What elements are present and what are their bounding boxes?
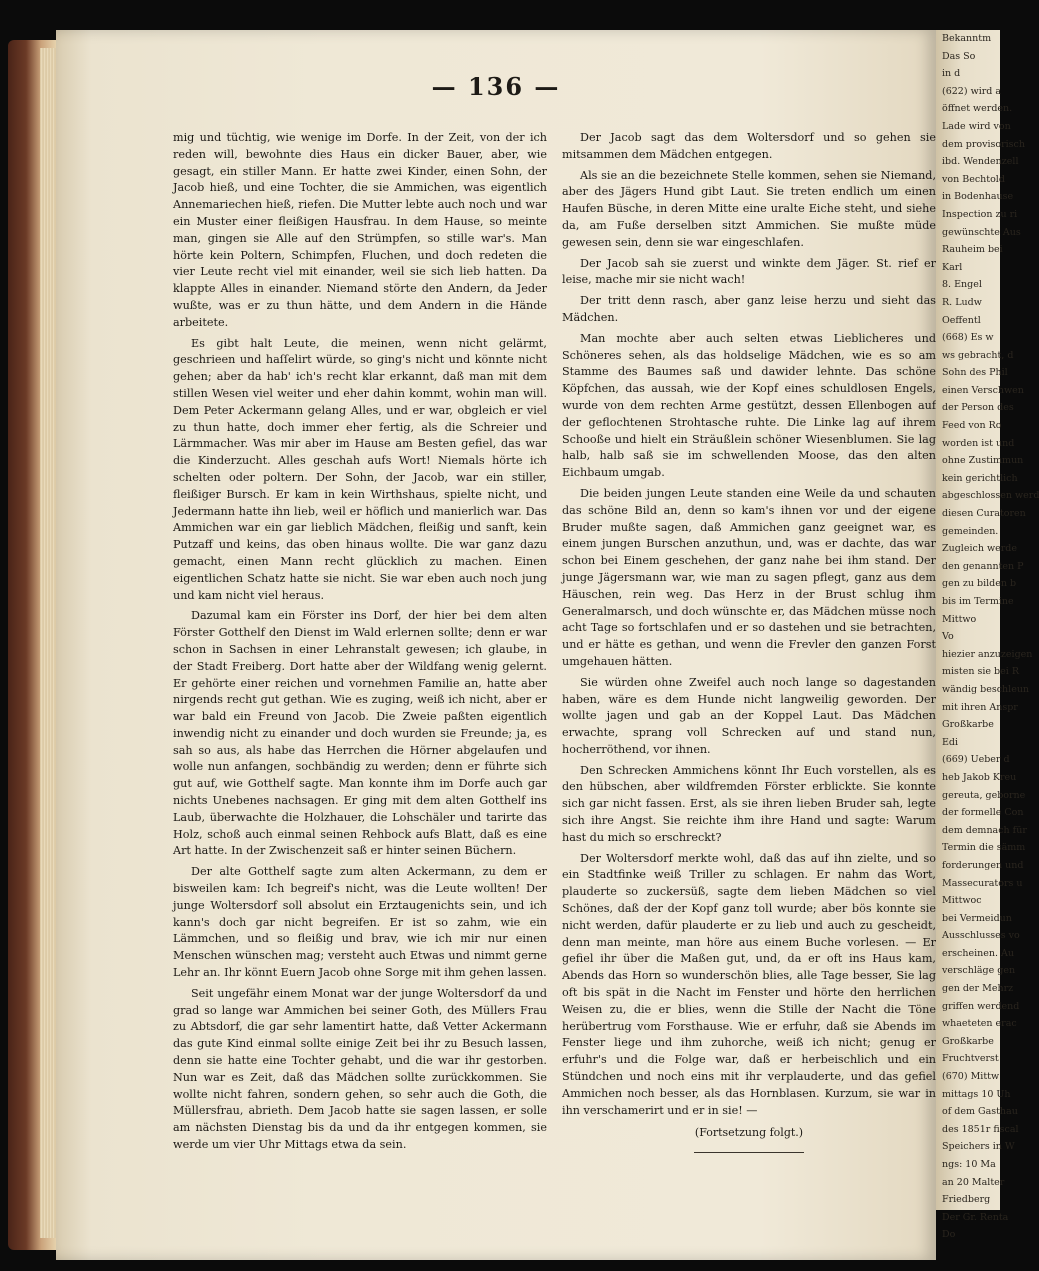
book-page <box>56 30 936 1260</box>
paragraph: Die beiden jungen Leute standen eine Weile da und schauten das schöne Bild an, denn so kam's ihnen vor und der eigene Bruder mußte sagen, daß Ammichen ganz geeignet war, es einem jungen Burschen anzuthun, und, was er dachte, das war schon bei Einem geschehen, der ganz nahe bei ihm stand. Der junge Jägersmann war, wie man zu sagen pflegt, ganz aus dem Häuschen, rein weg. Das Herz in der Brust schlug ihm Generalmarsch, und doch wünschte er, das Mädchen müsse noch acht Tage so fortschlafen und er so dastehen und sie betrachten, und er hätte es gethan, und wenn die Frevler den ganzen Forst umgehauen hätten. <box>562 486 936 668</box>
next-page-fragment: dem provisorisch <box>942 138 1025 150</box>
next-page-fragment: gemeinden. <box>942 525 999 537</box>
next-page-fragment: worden ist und <box>942 437 1015 449</box>
next-page-fragment: dem demnach für <box>942 824 1027 836</box>
next-page-fragment: diesen Curatoren <box>942 508 1026 520</box>
next-page-fragment: abgeschlossen werd <box>942 490 1039 502</box>
next-page-fragment: Der Gr. Renta <box>942 1211 1009 1223</box>
paragraph: Der Jacob sah sie zuerst und winkte dem Jäger. St. rief er leise, mache mir sie nicht wach! <box>562 256 936 287</box>
next-page-fragment: hiezier anzuzeigen <box>942 648 1033 660</box>
next-page-fragment: ibd. Wendenzell <box>942 156 1019 168</box>
next-page-fragment: heb Jakob Kreu <box>942 771 1017 783</box>
next-page-fragment: ohne Zustimmun <box>942 455 1024 467</box>
next-page-fragment: Edi <box>942 736 959 748</box>
next-page-fragment: mittags 10 Uh <box>942 1088 1011 1100</box>
next-page-fragment: verschläge gen <box>942 965 1016 977</box>
paragraph: Seit ungefähr einem Monat war der junge Woltersdorf da und grad so lange war Ammichen bei seiner Goth, des Müllers Frau zu Abtsdorf, die gar sehr lamentirt hatte, daß Vetter Ackermann das gute Kind einmal sollte einige Zeit bei ihr zu Besuch lassen, denn sie hatte eine Tochter gehabt, und die war ihr gestorben. Nun war es Zeit, daß das Mädchen sollte zurückkommen. Sie wollte nicht fahren, sondern gehen, so sehr auch die Goth, die Müllersfrau, abrieth. Dem Jacob hatte sie sagen lassen, er solle am nächsten Dienstag bis da und da ihr entgegen kommen, sie werde um vier Uhr Mittags etwa da sein. <box>173 986 547 1152</box>
next-page-fragment: Oeffentl <box>942 314 981 326</box>
next-page-fragment: bis im Termine <box>942 596 1014 607</box>
next-page-fragment: Massecurators u <box>942 877 1023 889</box>
next-page-fragment: Vo <box>942 631 954 643</box>
paragraph: Als sie an die bezeichnete Stelle kommen, sehen sie Niemand, aber des Jägers Hund gibt Laut. Sie treten endlich um einen Haufen Büsche, in deren Mitte eine uralte Eiche steht, und siehe da, am Fuße derselben sitzt Ammichen. Sie mußte müde gewesen sein, denn sie war eingeschlafen. <box>562 168 936 249</box>
next-page-fragment: Zugleich werde <box>942 543 1017 555</box>
next-page-fragment: einen Verschwen <box>942 384 1024 396</box>
next-page-fragment: ngs: 10 Ma <box>942 1159 996 1170</box>
next-page-sliver <box>936 30 1039 1241</box>
next-page-fragment: mit ihren Anspr <box>942 701 1018 713</box>
next-page-fragment: Mittwo <box>942 613 977 625</box>
next-page-fragment: der formelle Con <box>942 807 1024 819</box>
paragraph: Man mochte aber auch selten etwas Lieblicheres und Schöneres sehen, als das holdselige Mädchen, wie es so am Stamme des Baumes saß und dawider lehnte. Das schöne Köpfchen, das aussah, wie der Kopf eines schuldlosen Engels, wurde von dem rechten Arme gestützt, dessen Ellenbogen auf der geflochtenen Strohtasche ruhte. Die Linke lag auf ihrem Schooße und hielt ein Sträußlein schöner Wiesenblumen. Sie lag halb, halb saß sie im schwellenden Moose, das den alten Eichbaum umgab. <box>562 331 936 480</box>
next-page-fragment: Bekanntm <box>942 33 992 44</box>
paragraph: mig und tüchtig, wie wenige im Dorfe. In der Zeit, von der ich reden will, bewohnte dies Haus ein dicker Bauer, aber, wie gesagt, ein stiller Mann. Er hatte zwei Kinder, einen Sohn, der Jacob hieß, und eine Tochter, die sie Ammichen, was eigentlich Annemariechen hieß, riefen. Die Mutter lebte auch noch und war ein Muster einer fleißigen Hausfrau. In dem Hause, so meinte man, gingen sie Alle auf den Strümpfen, so stille war's. Man hörte kein Poltern, Schimpfen, Fluchen, und doch redeten die vier Leute recht viel mit einander, weil sie sich lieb hatten. Da klappte Alles in einander. Niemand störte den Andern, da Jeder wußte, was er zu thun hätte, und dem Andern in die Hände arbeitete. <box>173 131 547 329</box>
next-page-fragment: of dem Gasthau <box>942 1106 1018 1118</box>
paragraph: Der alte Gotthelf sagte zum alten Ackermann, zu dem er bisweilen kam: Ich begreif's nicht, was die Leute wollten! Der junge Woltersdorf soll absolut ein Erztaugenichts sein, und ich kann's doch gar nicht begreifen. Er ist so zahm, wie ein Lämmchen, und so fleißig und brav, wie ich mir nur einen Menschen wünschen mag; versteht auch Etwas und nimmt gerne Lehr an. Ihr könnt Euern Jacob ohne Sorge mit ihm gehen lassen. <box>173 865 547 980</box>
next-page-fragment: whaeteten erac <box>942 1018 1017 1030</box>
next-page-fragment: Rauheim bei <box>942 244 1003 256</box>
paragraph: Den Schrecken Ammichens könnt Ihr Euch vorstellen, als es den hübschen, aber wildfremden Förster erblickte. Sie konnte sich gar nicht fassen. Erst, als sie ihren lieben Bruder sah, legte sich ihre Angst. Sie reichte ihm ihre Hand und sagte: Warum hast du mich so erschreckt? <box>562 763 936 844</box>
page-number: — 136 — <box>431 72 561 101</box>
next-page-fragment: Sohn des Phil <box>942 367 1008 379</box>
next-page-fragment: Fruchtverst <box>942 1053 999 1065</box>
next-page-fragment: (670) Mittw <box>942 1071 1000 1083</box>
next-page-fragment: 8. Engel <box>942 279 982 291</box>
next-page-fragment: gen der Mehrz <box>942 983 1014 995</box>
next-page-fragment: den genannten P <box>942 560 1024 572</box>
paragraph: Es gibt halt Leute, die meinen, wenn nicht gelärmt, geschrieen und haſſelirt würde, so ging's nicht und könnte nicht gehen; aber da hab' ich's recht klar erkannt, daß man mit dem stillen Wesen viel weiter und eher dahin kommt, wohin man will. Dem Peter Ackermann gelang Alles, und er war, obgleich er viel zu thun hatte, doch immer eher fertig, als die Schreier und Lärmmacher. Was mir aber im Hause am Besten gefiel, das war die Kinderzucht. Alles geschah aufs Wort! Niemals hörte ich schelten oder poltern. Der Sohn, der Jacob, war ein stiller, fleißiger Bursch. Er kam in kein Wirthshaus, spielte nicht, und Jedermann hatte ihn lieb, weil er höflich und manierlich war. Das Ammichen war ein gar lieblich Mädchen, fleißig und sanft, kein Putzaff und keins, das oben hinaus wollte. Die war ganz dazu gemacht, einen Mann recht glücklich zu machen. Einen eigentlichen Schatz hatte sie nicht. Sie war eben auch noch jung und kam nicht viel heraus. <box>173 336 547 602</box>
next-page-fragment: forderungen und <box>942 859 1024 871</box>
next-page-fragment: (669) Ueber d <box>942 754 1010 766</box>
next-page-fragment: in d <box>942 68 961 80</box>
next-page-fragment: Lade wird von <box>942 120 1011 132</box>
continuation-note: (Fortsetzung folgt.) <box>694 1126 804 1140</box>
next-page-fragment: Großkarbe <box>942 1035 994 1047</box>
next-page-fragment: bei Vermeidun <box>942 912 1012 924</box>
next-page-fragment: ws gebracht, d <box>942 349 1014 361</box>
next-page-fragment: Karl <box>942 261 963 273</box>
next-page-fragment: Speichers in W <box>942 1141 1015 1153</box>
next-page-fragment: Termin die sämm <box>942 842 1026 854</box>
next-page-fragment: Inspection zu ri <box>942 208 1018 220</box>
next-page-fragment: (622) wird a <box>942 85 1002 97</box>
paragraph: Der tritt denn rasch, aber ganz leise herzu und sieht das Mädchen. <box>562 294 936 324</box>
next-page-fragment: gereuta, geborne <box>942 789 1026 801</box>
paragraph: Dazumal kam ein Förster ins Dorf, der hier bei dem alten Förster Gotthelf den Dienst im Wald erlernen sollte; denn er war schon in Sachsen in einer Lehranstalt gewesen; ich glaube, in der Stadt Freiberg. Dort hatte aber der Wildfang wenig gelernt. Er gehörte einer reichen und vornehmen Familie an, hatte aber nirgends recht gut gethan. Wie es zuging, weiß ich nicht, aber er war bald ein Freund von Jacob. Die Zweie paßten eigentlich inwendig nicht zu einander und doch wurden sie Freunde; ja, es sah so aus, als habe das Herrchen die Hörner abgelaufen und wolle nun anfangen, sochbändig zu werden; denn er führte sich gut auf, wie Gotthelf sagte. Man konnte ihm im Dorfe auch gar nichts Unebenes nachsagen. Er ging mit dem alten Gotthelf ins Laub, überwachte die Holzhauer, die Lohschäler und tarirte das Holz, schoß auch einmal seinen Rehbock aufs Blatt, daß es eine Art hatte. In der Zwischenzeit saß er hinter seinen Büchern. <box>173 609 547 858</box>
paragraph: Der Jacob sagt das dem Woltersdorf und so gehen sie mitsammen dem Mädchen entgegen. <box>562 131 936 161</box>
next-page-fragment: Das So <box>942 50 976 62</box>
next-page-fragment: an 20 Malter <box>942 1176 1005 1188</box>
next-page-fragment: gen zu bilden b <box>942 578 1017 590</box>
next-page-fragment: Friedberg <box>942 1194 991 1206</box>
next-page-fragment: R. Ludw <box>942 296 982 308</box>
next-page-fragment: griffen werdend <box>942 1000 1020 1012</box>
next-page-fragment: des 1851r fiscal <box>942 1123 1019 1135</box>
end-rule <box>694 1152 804 1153</box>
next-page-fragment: gewünschte Aus <box>942 226 1021 238</box>
next-page-fragment: Mittwoc <box>942 895 982 907</box>
next-page-fragment: Ausschlusses vo <box>942 930 1020 942</box>
next-page-fragment: in Bodenhause <box>942 191 1014 203</box>
paragraph: Der Woltersdorf merkte wohl, daß das auf ihn zielte, und so ein Stadtfinke weiß Triller zu schlagen. Er nahm das Wort, plauderte so zuckersüß, sagte dem lieben Mädchen so viel Schönes, daß der der Kopf ganz toll wurde; aber bös konnte sie nicht werden, dafür plauderte er zu lieb und auch zu gescheidt, denn man meinte, man höre aus einem Buche vorlesen. — Er gefiel ihr über die Maßen gut, und, da er oft ins Haus kam, Abends das Horn so wunderschön blies, alle Tage besser, Sie lag oft bis spät in die Nacht im Fenster und hörte den herrlichen Weisen zu, die er blies, wenn die Stille der Nacht die Töne herübertrug vom Forsthause. Wie er erfuhr, daß sie Abends im Fenster liege und ihm zuhorche, weiß ich nicht; genug er erfuhr's und die Folge war, daß er herbeischlich und ein Stündchen und noch eins mit ihr verplauderte, und das gefiel Ammichen noch besser, als das Hornblasen. Kurzum, sie war in ihn verschamerirt und er in sie! — <box>562 851 936 1117</box>
next-page-fragment: wändig beschleun <box>942 683 1030 695</box>
next-page-fragment: erscheinen. Au <box>942 947 1015 959</box>
next-page-fragment: der Person des <box>942 402 1014 414</box>
paragraph: Sie würden ohne Zweifel auch noch lange so dagestanden haben, wäre es dem Hunde nicht langweilig geworden. Der wollte jagen und gab an der Koppel Laut. Das Mädchen erwachte, sprang voll Schrecken auf und stand nun, hocherröthend, vor ihnen. <box>562 675 936 756</box>
next-page-fragment: misten sie bei R <box>942 666 1019 678</box>
next-page-fragment: von Bechtold <box>942 173 1005 185</box>
next-page-fragment: Do <box>942 1229 956 1241</box>
next-page-fragment: (668) Es w <box>942 332 994 344</box>
next-page-fragment: öffnet werden. <box>942 103 1013 115</box>
next-page-fragment: Großkarbe <box>942 719 994 731</box>
right-column <box>562 130 936 1153</box>
left-column <box>173 130 547 1158</box>
next-page-fragment: kein gerichtlich <box>942 472 1018 484</box>
next-page-fragment: Feed von Ro <box>942 420 1002 432</box>
